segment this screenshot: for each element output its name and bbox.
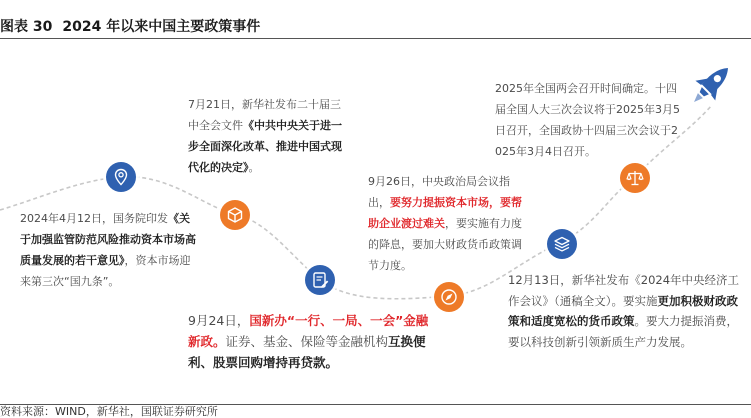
cube-icon <box>220 200 250 230</box>
event-twosessions-text <box>495 78 683 162</box>
event-sep26-date-lead: 9月26日，中央政治局会议指出， <box>368 175 510 209</box>
event-sep26-tail: ，要实施有力度的降息，要加大财政货币政策调节力度。 <box>368 217 522 272</box>
event-sep26-text <box>368 171 526 276</box>
event-sep24-text <box>188 310 433 373</box>
event-dec13-tail: 。要大力提振消费，要以科技创新引领新质生产力发展。 <box>508 314 738 349</box>
event-apr12-date-lead: 2024年4月12日，国务院印发 <box>20 212 168 225</box>
event-apr12-note: ，资本市场迎来第三次“国九条”。 <box>20 254 191 288</box>
event-dec13-policy: 更加积极财政政策和适度宽松的货币政策 <box>508 293 738 328</box>
figure-source: 资料来源：WIND，新华社，国联证券研究所 <box>0 405 218 418</box>
event-apr12-document: 《关于加强监管防范风险推动资本市场高质量发展的若干意见》 <box>20 212 196 267</box>
event-dec13-date-lead: 12月13日，新华社发布《2024年中央经济工作会议》（通稿全文）。要实施 <box>508 273 740 308</box>
node-twosessions <box>620 163 650 193</box>
node-sep26 <box>434 282 464 312</box>
event-twosessions-body: 2025年全国两会召开时间确定。十四届全国人大三次会议将于2025年3月5日召开，全国政协十四届三次会议于2025年3月4日召开。 <box>495 82 680 158</box>
event-sep24-highlight: 国新办“一行、一局、一会”金融新政。 <box>188 313 429 349</box>
node-apr12 <box>220 200 250 230</box>
document-edit-icon <box>305 265 335 295</box>
event-sep24-tools: 互换便利、股票回购增持再贷款。 <box>188 334 426 370</box>
event-apr12-text <box>20 208 200 292</box>
event-sep24-institutions: 证券、基金、保险等金融机构 <box>225 334 389 349</box>
figure-title-text: 2024 年以来中国主要政策事件 <box>62 19 261 35</box>
event-sep24-date: 9月24日， <box>188 313 250 328</box>
event-jul21-text <box>188 94 348 178</box>
rocket-icon <box>683 57 739 113</box>
node-dec13 <box>547 229 577 259</box>
event-jul21-document: 《中共中央关于进一步全面深化改革、推进中国式现代化的决定》 <box>188 119 342 174</box>
event-sep26-highlight: 要努力提振资本市场，要帮助企业渡过难关 <box>368 196 522 230</box>
location-pin-icon <box>106 162 136 192</box>
figure-number: 图表 30 <box>0 19 53 35</box>
scales-icon <box>620 163 650 193</box>
node-jul21 <box>106 162 136 192</box>
event-jul21-tail: 。 <box>248 161 260 174</box>
event-jul21-date-lead: 7月21日，新华社发布二十届三中全会文件 <box>188 98 341 132</box>
node-sep24 <box>305 265 335 295</box>
compass-icon <box>434 282 464 312</box>
layers-icon <box>547 229 577 259</box>
event-dec13-text <box>508 270 746 352</box>
